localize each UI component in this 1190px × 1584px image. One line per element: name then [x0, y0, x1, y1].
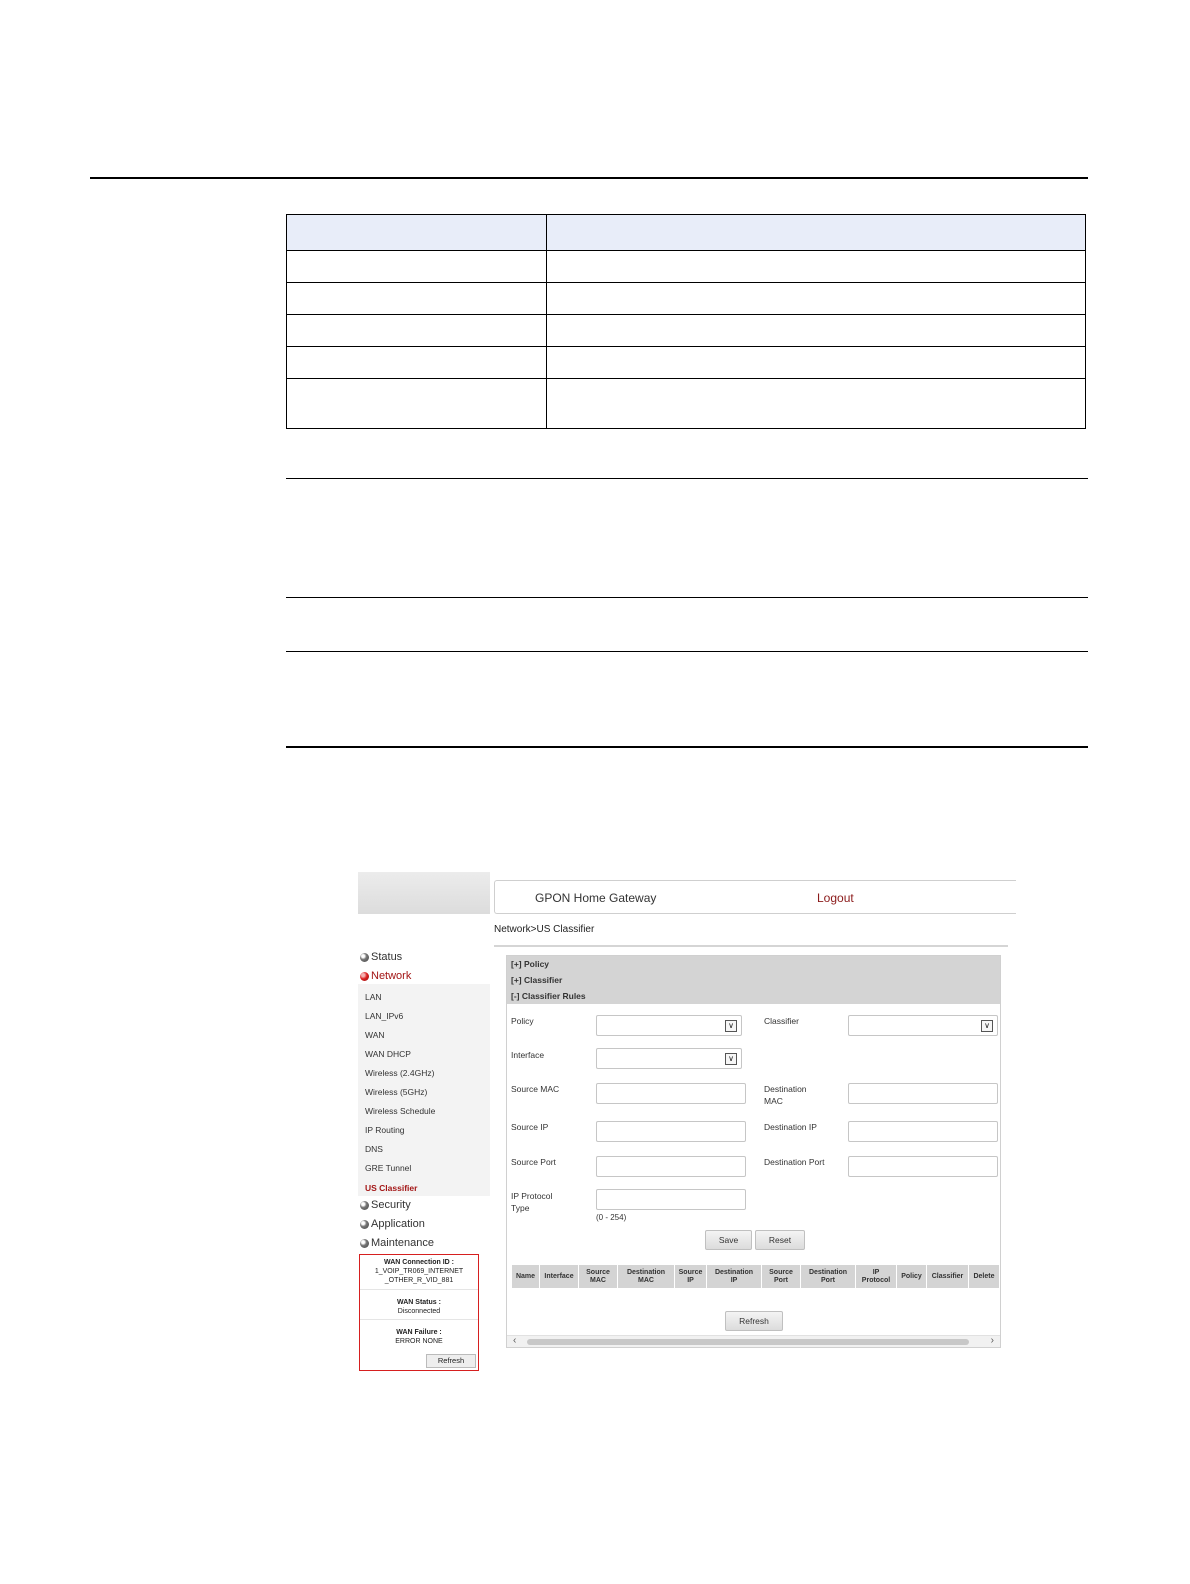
- column-header-text: Name: [515, 1272, 536, 1280]
- chevron-down-icon: ∨: [725, 1053, 737, 1065]
- table-header-row: [512, 1265, 1000, 1289]
- column-header-text: Protocol: [861, 1276, 891, 1284]
- sidebar-item-network[interactable]: [360, 970, 411, 982]
- policy-select[interactable]: [596, 1015, 742, 1036]
- scrollbar-thumb[interactable]: [527, 1339, 969, 1345]
- wan-status: [360, 1290, 478, 1320]
- chevron-down-icon: ∨: [981, 1020, 993, 1032]
- wan-connection-id-value: 1_VOIP_TR069_INTERNET: [374, 1268, 464, 1275]
- sidebar-subitem-wireless-24[interactable]: Wireless (2.4GHz): [365, 1068, 435, 1078]
- column-header-name: [512, 1265, 540, 1289]
- logout-link[interactable]: Logout: [817, 891, 854, 905]
- section-classifier[interactable]: [+] Classifier: [507, 972, 1000, 988]
- destination-mac-label-line: MAC: [764, 1096, 783, 1106]
- column-header-text: IP: [687, 1276, 694, 1284]
- doc-table: [286, 214, 1086, 429]
- classifier-rules-table: [511, 1264, 1000, 1289]
- destination-mac-label: [764, 1083, 807, 1107]
- expand-bullet-icon: [360, 1201, 369, 1210]
- doc-table-row: [287, 315, 1086, 347]
- doc-table-cell: [547, 347, 1086, 379]
- scroll-left-icon[interactable]: ‹: [513, 1335, 517, 1346]
- destination-ip-label: Destination IP: [764, 1122, 817, 1132]
- sidebar-subitem-ip-routing[interactable]: IP Routing: [365, 1125, 405, 1135]
- column-header-source-ip: [675, 1265, 707, 1289]
- ip-protocol-label-line: Type: [511, 1203, 530, 1213]
- column-header-classifier: [927, 1265, 969, 1289]
- doc-table-cell: [287, 379, 547, 429]
- gateway-screenshot: [358, 872, 1016, 1372]
- interface-select[interactable]: [596, 1048, 742, 1069]
- source-ip-input[interactable]: [596, 1121, 746, 1142]
- column-header-delete: [969, 1265, 1000, 1289]
- column-header-text: Source: [586, 1268, 610, 1276]
- doc-table-cell: [287, 315, 547, 347]
- doc-table-cell: [287, 283, 547, 315]
- doc-table-row: [287, 347, 1086, 379]
- column-header-text: Interface: [544, 1272, 574, 1280]
- sidebar-item-security[interactable]: [360, 1199, 411, 1211]
- column-header-text: Port: [774, 1276, 788, 1284]
- sidebar-subitem-gre-tunnel[interactable]: GRE Tunnel: [365, 1163, 412, 1173]
- column-header-text: Source: [678, 1268, 703, 1276]
- wan-failure-label: WAN Failure :: [396, 1329, 442, 1336]
- ip-protocol-label-line: IP Protocol: [511, 1191, 553, 1201]
- destination-port-input[interactable]: [848, 1156, 998, 1177]
- wan-failure: [360, 1320, 478, 1349]
- column-header-text: IP: [872, 1268, 880, 1276]
- doc-table-cell: [547, 251, 1086, 283]
- column-header-text: MAC: [638, 1276, 654, 1284]
- doc-table-row: [287, 283, 1086, 315]
- sidebar-item-maintenance[interactable]: [360, 1237, 434, 1249]
- column-header-ip-protocol: [856, 1265, 897, 1289]
- horizontal-scrollbar[interactable]: [507, 1335, 1000, 1347]
- sidebar-subitem-us-classifier[interactable]: US Classifier: [365, 1183, 418, 1193]
- column-header-text: Source: [769, 1268, 793, 1276]
- sidebar-item-label: Maintenance: [371, 1237, 434, 1249]
- column-header-destination-ip: [707, 1265, 762, 1289]
- collapse-bullet-icon: [360, 972, 369, 981]
- divider-rule: [286, 597, 1088, 598]
- ip-protocol-label: [511, 1190, 552, 1214]
- divider-rule: [286, 478, 1088, 479]
- doc-table-cell: [547, 315, 1086, 347]
- wan-status-label: WAN Status :: [397, 1299, 441, 1306]
- policy-label: Policy: [511, 1016, 534, 1026]
- sidebar-item-label: Status: [371, 951, 403, 963]
- sidebar-subitem-wan[interactable]: WAN: [365, 1030, 385, 1040]
- column-header-text: Delete: [973, 1272, 995, 1280]
- sidebar-subitem-lan-ipv6[interactable]: LAN_IPv6: [365, 1011, 404, 1021]
- doc-table-cell: [287, 251, 547, 283]
- column-header-text: Policy: [901, 1272, 922, 1280]
- refresh-button[interactable]: Refresh: [725, 1311, 783, 1331]
- wan-refresh-button[interactable]: Refresh: [426, 1354, 476, 1368]
- column-header-text: IP: [730, 1276, 738, 1284]
- sidebar-item-label: Application: [371, 1218, 425, 1230]
- column-header-interface: [540, 1265, 579, 1289]
- column-header-destination-port: [801, 1265, 856, 1289]
- expand-bullet-icon: [360, 1220, 369, 1229]
- column-header-source-port: [762, 1265, 801, 1289]
- classifier-label: Classifier: [764, 1016, 799, 1026]
- scroll-right-icon[interactable]: ›: [990, 1335, 994, 1346]
- column-header-text: Port: [821, 1276, 835, 1284]
- column-header-source-mac: [579, 1265, 618, 1289]
- divider-rule: [286, 651, 1088, 652]
- doc-table-cell: [287, 347, 547, 379]
- gateway-title: GPON Home Gateway: [535, 891, 657, 905]
- sidebar-item-status[interactable]: [360, 951, 402, 963]
- doc-table-header-cell: [287, 215, 547, 251]
- destination-ip-input[interactable]: [848, 1121, 998, 1142]
- column-header-text: Destination: [808, 1268, 848, 1276]
- wan-failure-value: ERROR NONE: [395, 1338, 443, 1345]
- destination-port-label: Destination Port: [764, 1157, 825, 1167]
- sidebar-subitem-lan[interactable]: LAN: [365, 992, 382, 1002]
- chevron-down-icon: ∨: [725, 1020, 737, 1032]
- ip-protocol-hint: (0 - 254): [596, 1213, 627, 1222]
- expand-bullet-icon: [360, 953, 369, 962]
- sidebar-subitem-wan-dhcp[interactable]: WAN DHCP: [365, 1049, 411, 1059]
- column-header-text: Classifier: [931, 1272, 964, 1280]
- sidebar-header: [358, 872, 490, 914]
- column-header-destination-mac: [618, 1265, 675, 1289]
- divider-rule: [286, 746, 1088, 748]
- breadcrumb-divider: [494, 945, 1008, 947]
- wan-connection-id-value: _OTHER_R_VID_881: [384, 1277, 454, 1284]
- top-bar: [494, 880, 1016, 914]
- source-port-label: Source Port: [511, 1157, 556, 1167]
- sidebar-item-label: Security: [371, 1199, 411, 1211]
- section-policy[interactable]: [+] Policy: [507, 956, 1000, 972]
- header-rule: [90, 177, 1088, 179]
- doc-table-cell: [547, 283, 1086, 315]
- sidebar-item-application[interactable]: [360, 1218, 425, 1230]
- doc-table-row: [287, 379, 1086, 429]
- wan-connection-id: [360, 1255, 478, 1290]
- source-mac-label: Source MAC: [511, 1084, 560, 1094]
- doc-table-row: [287, 251, 1086, 283]
- breadcrumb: Network>US Classifier: [494, 924, 595, 935]
- section-classifier-rules[interactable]: [-] Classifier Rules: [507, 988, 1000, 1004]
- sidebar-subitem-dns[interactable]: DNS: [365, 1144, 383, 1154]
- destination-mac-input[interactable]: [848, 1083, 998, 1104]
- interface-label: Interface: [511, 1050, 545, 1060]
- column-header-text: Destination: [626, 1268, 666, 1276]
- doc-table-cell: [547, 379, 1086, 429]
- expand-bullet-icon: [360, 1239, 369, 1248]
- doc-table-header-cell: [547, 215, 1086, 251]
- wan-connection-id-label: WAN Connection ID :: [384, 1259, 454, 1266]
- classifier-panel: [506, 955, 1001, 1348]
- sidebar-subitem-wireless-schedule[interactable]: Wireless Schedule: [365, 1106, 436, 1116]
- column-header-text: MAC: [590, 1276, 606, 1284]
- sidebar-subitem-wireless-5[interactable]: Wireless (5GHz): [365, 1087, 428, 1097]
- destination-mac-label-line: Destination: [764, 1084, 807, 1094]
- column-header-policy: [897, 1265, 927, 1289]
- save-button[interactable]: Save: [705, 1230, 752, 1250]
- sidebar-item-label: Network: [371, 970, 412, 982]
- column-header-text: Destination: [714, 1268, 754, 1276]
- source-ip-label: Source IP: [511, 1122, 549, 1132]
- reset-button[interactable]: Reset: [755, 1230, 805, 1250]
- wan-status-box: [359, 1254, 479, 1371]
- doc-table-header-row: [287, 215, 1086, 251]
- classifier-select[interactable]: [848, 1015, 998, 1036]
- wan-status-value: Disconnected: [397, 1308, 441, 1315]
- source-mac-input[interactable]: [596, 1083, 746, 1104]
- ip-protocol-input[interactable]: [596, 1189, 746, 1210]
- source-port-input[interactable]: [596, 1156, 746, 1177]
